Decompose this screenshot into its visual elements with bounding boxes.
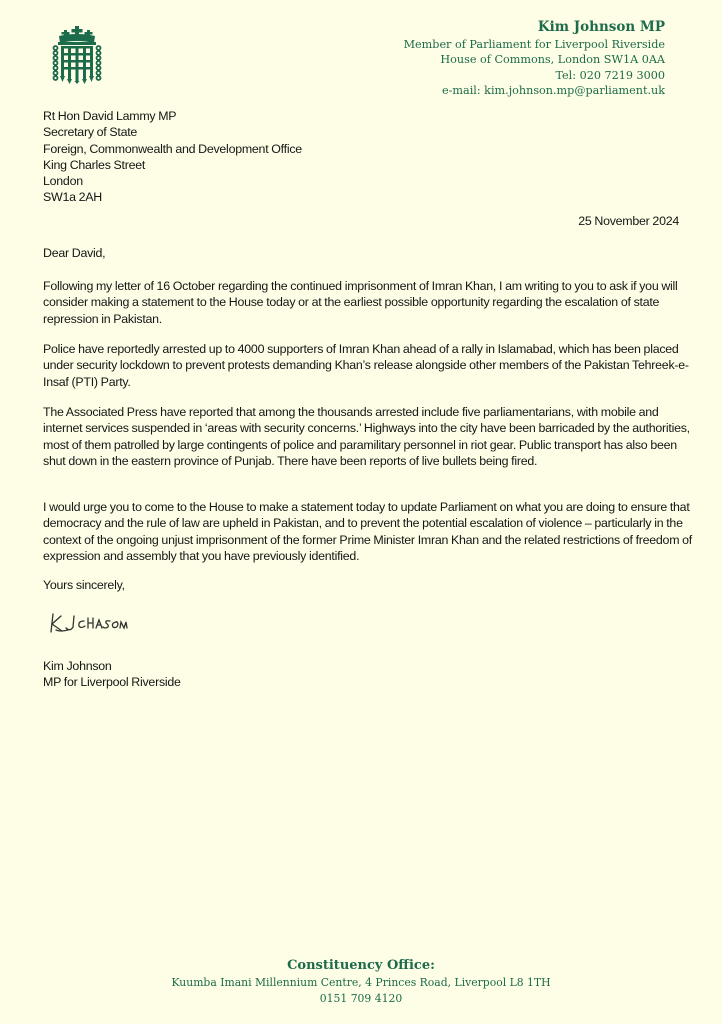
footer-phone: 0151 709 4120 <box>319 992 403 1005</box>
paragraph-1: Following my letter of 16 October regarding the continued imprisonment of Imran Khan, I am writing to you to ask if you will consider making a statement to the House today or at the earliest possible opportunity regarding the escalation of state repression in Pakistan. <box>43 279 678 326</box>
recipient-address <box>43 108 302 206</box>
mp-role: Member of Parliament for Liverpool Riverside <box>403 38 665 51</box>
closing: Yours sincerely, <box>43 578 125 592</box>
recipient-postcode: SW1a 2AH <box>43 190 102 205</box>
paragraph-4: I would urge you to come to the House to make a statement today to update Parliament on what you are doing to ensure that democracy and the rule of law are upheld in Pakistan, and to prevent the potential escalation of violence – particularly in the context of the ongoing unjust imprisonment of the former Prime Minister Imran Khan and the related restrictions of freedom of expression and assembly that you have previously identified. <box>43 500 693 563</box>
salutation: Dear David, <box>43 246 106 260</box>
signature-icon <box>48 608 138 638</box>
recipient-department: Foreign, Commonwealth and Development Office <box>43 141 302 156</box>
mp-name: Kim Johnson MP <box>537 19 665 35</box>
mp-email: e-mail: kim.johnson.mp@parliament.uk <box>442 83 665 97</box>
recipient-city: London <box>43 174 83 189</box>
recipient-name: Rt Hon David Lammy MP <box>43 109 177 123</box>
recipient-street: King Charles Street <box>43 157 146 172</box>
signoff-title: MP for Liverpool Riverside <box>43 675 181 690</box>
mp-address: House of Commons, London SW1A 0AA <box>440 53 665 67</box>
letter-date: 25 November 2024 <box>578 214 679 228</box>
constituency-footer <box>0 957 722 1007</box>
recipient-title: Secretary of State <box>43 125 138 140</box>
footer-title: Constituency Office: <box>287 958 435 973</box>
portcullis-logo-icon <box>52 26 102 84</box>
signoff-name: Kim Johnson <box>43 659 112 673</box>
signoff <box>43 658 181 691</box>
paragraph-3: The Associated Press have reported that among the thousands arrested include five parliamentarians, with mobile and internet services suspended in ‘areas with security concerns.’ Highways into the city have been barricaded by the authorities, most of them patrolled by large contingents of police and paramilitary personnel in riot gear. Public transport has also been shut down in the eastern province of Punjab. There have been reports of live bullets being fired. <box>43 405 690 468</box>
mp-telephone: Tel: 020 7219 3000 <box>555 68 665 82</box>
letterhead <box>404 18 665 98</box>
paragraph-2: Police have reportedly arrested up to 4000 supporters of Imran Khan ahead of a rally in Islamabad, which has been placed under security lockdown to prevent protests demanding Khan’s release alongside other members of the Pakistan Tehreek-e-Insaf (PTI) Party. <box>43 342 689 389</box>
footer-address: Kuumba Imani Millennium Centre, 4 Princes Road, Liverpool L8 1TH <box>171 976 551 989</box>
